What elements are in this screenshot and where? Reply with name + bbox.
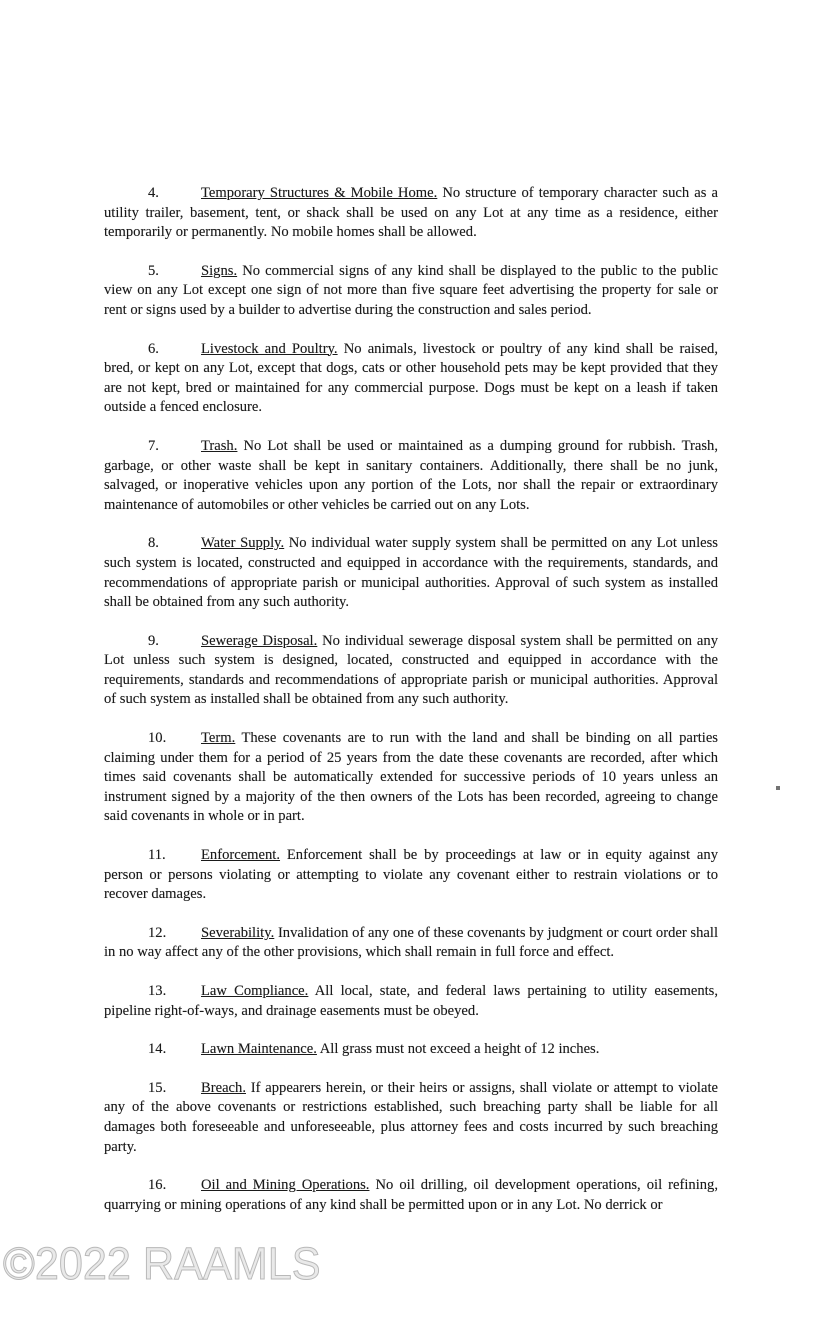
covenant-item (104, 632, 718, 710)
covenant-title: Signs. (201, 262, 238, 279)
covenant-number: 15. (148, 1079, 167, 1096)
covenant-title: Oil and Mining Operations. (201, 1177, 370, 1194)
covenant-item (104, 262, 718, 321)
covenant-title: Trash. (201, 437, 238, 454)
covenant-number: 11. (148, 847, 166, 864)
covenant-title: Term. (201, 730, 236, 747)
covenant-number: 14. (148, 1041, 167, 1058)
covenant-title: Sewerage Disposal. (201, 632, 318, 649)
covenant-number: 6. (148, 340, 159, 357)
covenant-title: Lawn Maintenance. (201, 1041, 317, 1058)
covenant-item (104, 340, 718, 418)
covenant-list (104, 184, 718, 1234)
covenant-number: 5. (148, 262, 159, 279)
scan-artifact-speck (776, 786, 780, 790)
covenant-body: No individual sewerage disposal system shall be permitted on any Lot unless such system is designed, located, constructed and equipped in accordance with the requirements, standards and recommendations of appropriate parish or municipal authorities. Approval of such system as installed shall be obtained from any such authority. (104, 632, 718, 708)
covenant-item (104, 729, 718, 827)
covenant-number: 7. (148, 437, 159, 454)
covenant-item (104, 184, 718, 243)
covenant-title: Breach. (201, 1079, 246, 1096)
covenant-number: 4. (148, 185, 159, 201)
covenant-body: All grass must not exceed a height of 12 inches. (319, 1041, 600, 1058)
covenant-item (104, 1040, 718, 1060)
covenant-title: Severability. (201, 924, 275, 941)
covenant-body: No individual water supply system shall be permitted on any Lot unless such system is located, constructed and equipped in accordance with the requirements, standards, and recommendations of appropriate parish or municipal authorities. Approval of such system as installed shall be obtained from any such authority. (104, 535, 718, 611)
covenant-item (104, 1079, 718, 1157)
covenant-title: Livestock and Poultry. (201, 340, 338, 357)
covenant-title: Enforcement. (201, 847, 281, 864)
covenant-item (104, 534, 718, 612)
covenant-number: 9. (148, 632, 159, 649)
covenant-number: 12. (148, 924, 167, 941)
covenant-body: Invalidation of any one of these covenants by judgment or court order shall in no way affect any of the other provisions, which shall remain in full force and effect. (104, 924, 718, 961)
covenant-body: No oil drilling, oil development operations, oil refining, quarrying or mining operations of any kind shall be permitted upon or in any Lot. No derrick or (104, 1177, 718, 1213)
copyright-watermark: ©2022 RAAMLS (3, 1238, 321, 1289)
covenant-body: No Lot shall be used or maintained as a dumping ground for rubbish. Trash, garbage, or other waste shall be kept in sanitary containers. Additionally, there shall be no junk, salvaged, or inoperative vehicles upon any portion of the Lots, nor shall the repair or extraordinary maintenance of automobiles or other vehicles be carried out on any Lots. (104, 437, 718, 513)
covenant-number: 16. (148, 1177, 167, 1194)
covenant-number: 13. (148, 983, 167, 999)
covenant-item (104, 982, 718, 1021)
covenant-body: No commercial signs of any kind shall be displayed to the public to the public view on any Lot except one sign of not more than five square feet advertising the property for sale or rent or signs used by a builder to advertise during the construction and sales period. (104, 262, 719, 318)
covenant-body: Enforcement shall be by proceedings at law or in equity against any person or persons violating or attempting to violate any covenant either to restrain violations or to recover damages. (104, 847, 719, 903)
covenant-body: No structure of temporary character such as a utility trailer, basement, tent, or shack shall be used on any Lot at any time as a residence, either temporarily or permanently. No mobile homes shall be allowed. (104, 185, 718, 241)
covenant-item (104, 924, 718, 963)
covenant-item (104, 437, 718, 515)
covenant-body: These covenants are to run with the land and shall be binding on all parties claiming under them for a period of 25 years from the date these covenants are recorded, after which times said covenants shall be automatically extended for successive periods of 10 years unless an instrument signed by a majority of the then owners of the Lots has been recorded, agreeing to change said covenants in whole or in part. (104, 730, 718, 825)
covenant-number: 8. (148, 535, 159, 552)
covenant-body: All local, state, and federal laws pertaining to utility easements, pipeline right-of-ways, and drainage easements must be obeyed. (104, 983, 718, 1019)
covenant-title: Law Compliance. (201, 983, 309, 999)
covenant-title: Water Supply. (201, 535, 285, 552)
covenant-item (104, 1176, 718, 1215)
covenant-title: Temporary Structures & Mobile Home. (201, 185, 438, 201)
covenant-body: If appearers herein, or their heirs or assigns, shall violate or attempt to violate any of the above covenants or restrictions established, such breaching party shall be liable for all damages both foreseeable and unforeseeable, plus attorney fees and costs incurred by such breaching party. (104, 1079, 718, 1155)
covenant-item (104, 846, 718, 905)
covenant-number: 10. (148, 730, 167, 747)
covenant-body: No animals, livestock or poultry of any kind shall be raised, bred, or kept on any Lot, except that dogs, cats or other household pets may be kept provided that they are not kept, bred or maintained for any commercial purpose. Dogs must be kept on a leash if taken outside a fenced enclosure. (104, 340, 718, 416)
